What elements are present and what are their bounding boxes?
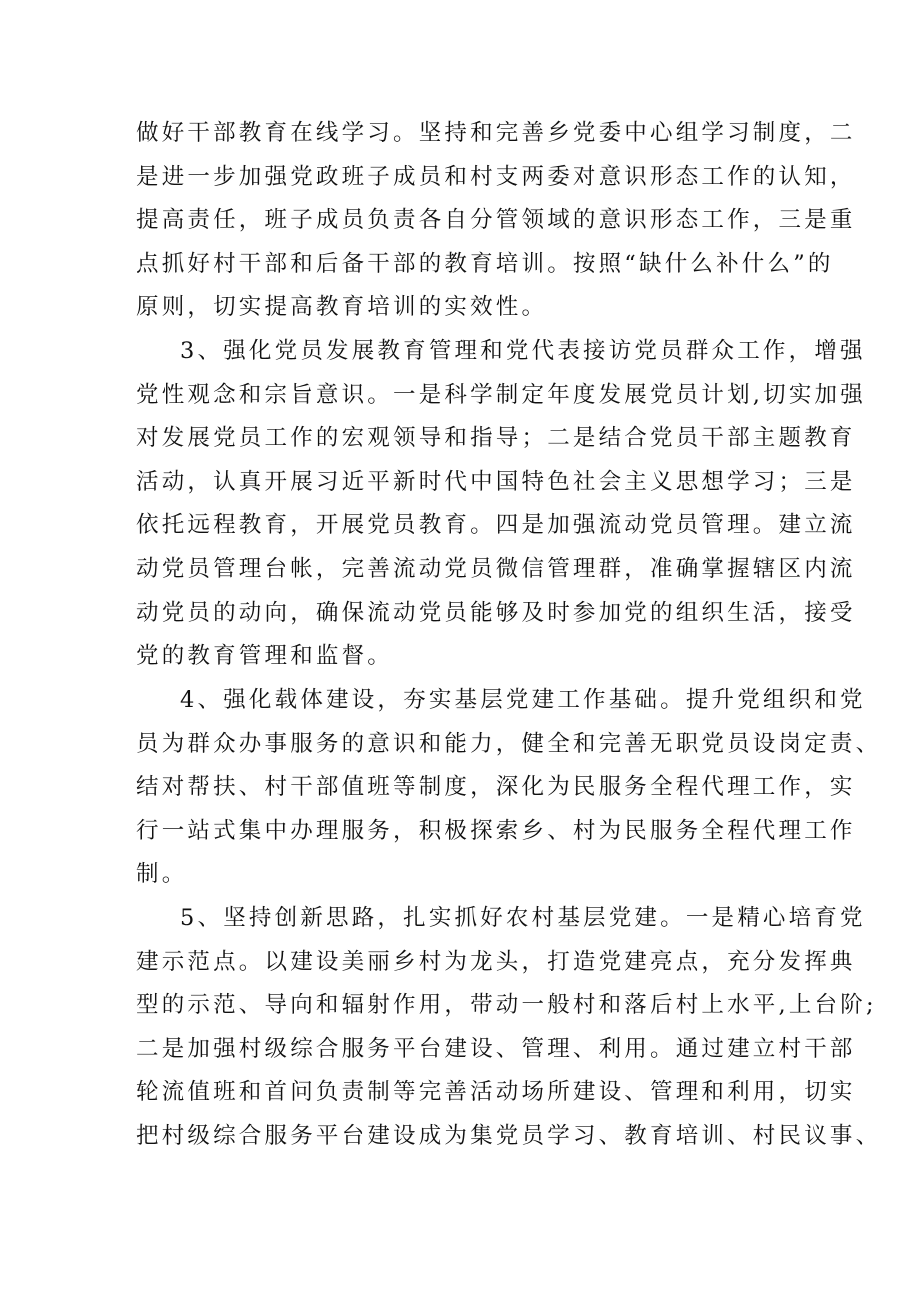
text-line: 二是加强村级综合服务平台建设、管理、利用。通过建立村干部 <box>136 1035 856 1062</box>
text-line: 把村级综合服务平台建设成为集党员学习、教育培训、村民议事、 <box>136 1122 882 1149</box>
text-line: 轮流值班和首问负责制等完善活动场所建设、管理和利用，切实 <box>136 1079 856 1106</box>
text-line: 原则，切实提高教育培训的实效性。 <box>136 294 548 321</box>
text-line: 建示范点。以建设美丽乡村为龙头，打造党建亮点，充分发挥典 <box>136 948 856 975</box>
text-line: 行一站式集中办理服务，积极探索乡、村为民服务全程代理工作 <box>136 817 856 844</box>
text-line: 是进一步加强党政班子成员和村支两委对意识形态工作的认知， <box>136 163 856 190</box>
text-line: 对发展党员工作的宏观领导和指导；二是结合党员干部主题教育 <box>136 425 856 452</box>
text-line: 4、强化载体建设，夯实基层党建工作基础。提升党组织和党 <box>180 687 866 713</box>
text-line: 提高责任，班子成员负责各自分管领域的意识形态工作，三是重 <box>136 207 856 234</box>
text-line: 动党员管理台帐，完善流动党员微信管理群，准确掌握辖区内流 <box>136 555 856 582</box>
text-line: 动党员的动向，确保流动党员能够及时参加党的组织生活，接受 <box>136 599 856 626</box>
paragraph-5 <box>136 897 882 1159</box>
text-line: 做好干部教育在线学习。坚持和完善乡党委中心组学习制度，二 <box>136 120 856 146</box>
text-line: 活动，认真开展习近平新时代中国特色社会主义思想学习；三是 <box>136 468 856 495</box>
text-line: 制。 <box>136 861 188 888</box>
paragraph-continuation <box>136 112 856 330</box>
text-line: 5、坚持创新思路，扎实抓好农村基层党建。一是精心培育党 <box>180 905 866 931</box>
paragraph-3 <box>136 330 866 679</box>
text-line: 点抓好村干部和后备干部的教育培训。按照“缺什么补什么”的 <box>136 250 834 277</box>
text-line: 3、强化党员发展教育管理和党代表接访党员群众工作，增强 <box>180 338 866 364</box>
text-line: 结对帮扶、村干部值班等制度，深化为民服务全程代理工作，实 <box>136 774 856 801</box>
paragraph-4 <box>136 679 882 897</box>
text-line: 依托远程教育，开展党员教育。四是加强流动党员管理。建立流 <box>136 512 856 539</box>
text-line: 员为群众办事服务的意识和能力，健全和完善无职党员设岗定责、 <box>136 730 882 757</box>
text-line: 党的教育管理和监督。 <box>136 643 394 670</box>
text-line: 党性观念和宗旨意识。一是科学制定年度发展党员计划,切实加强 <box>136 381 866 408</box>
text-line: 型的示范、导向和辐射作用，带动一般村和落后村上水平,上台阶; <box>136 992 877 1019</box>
